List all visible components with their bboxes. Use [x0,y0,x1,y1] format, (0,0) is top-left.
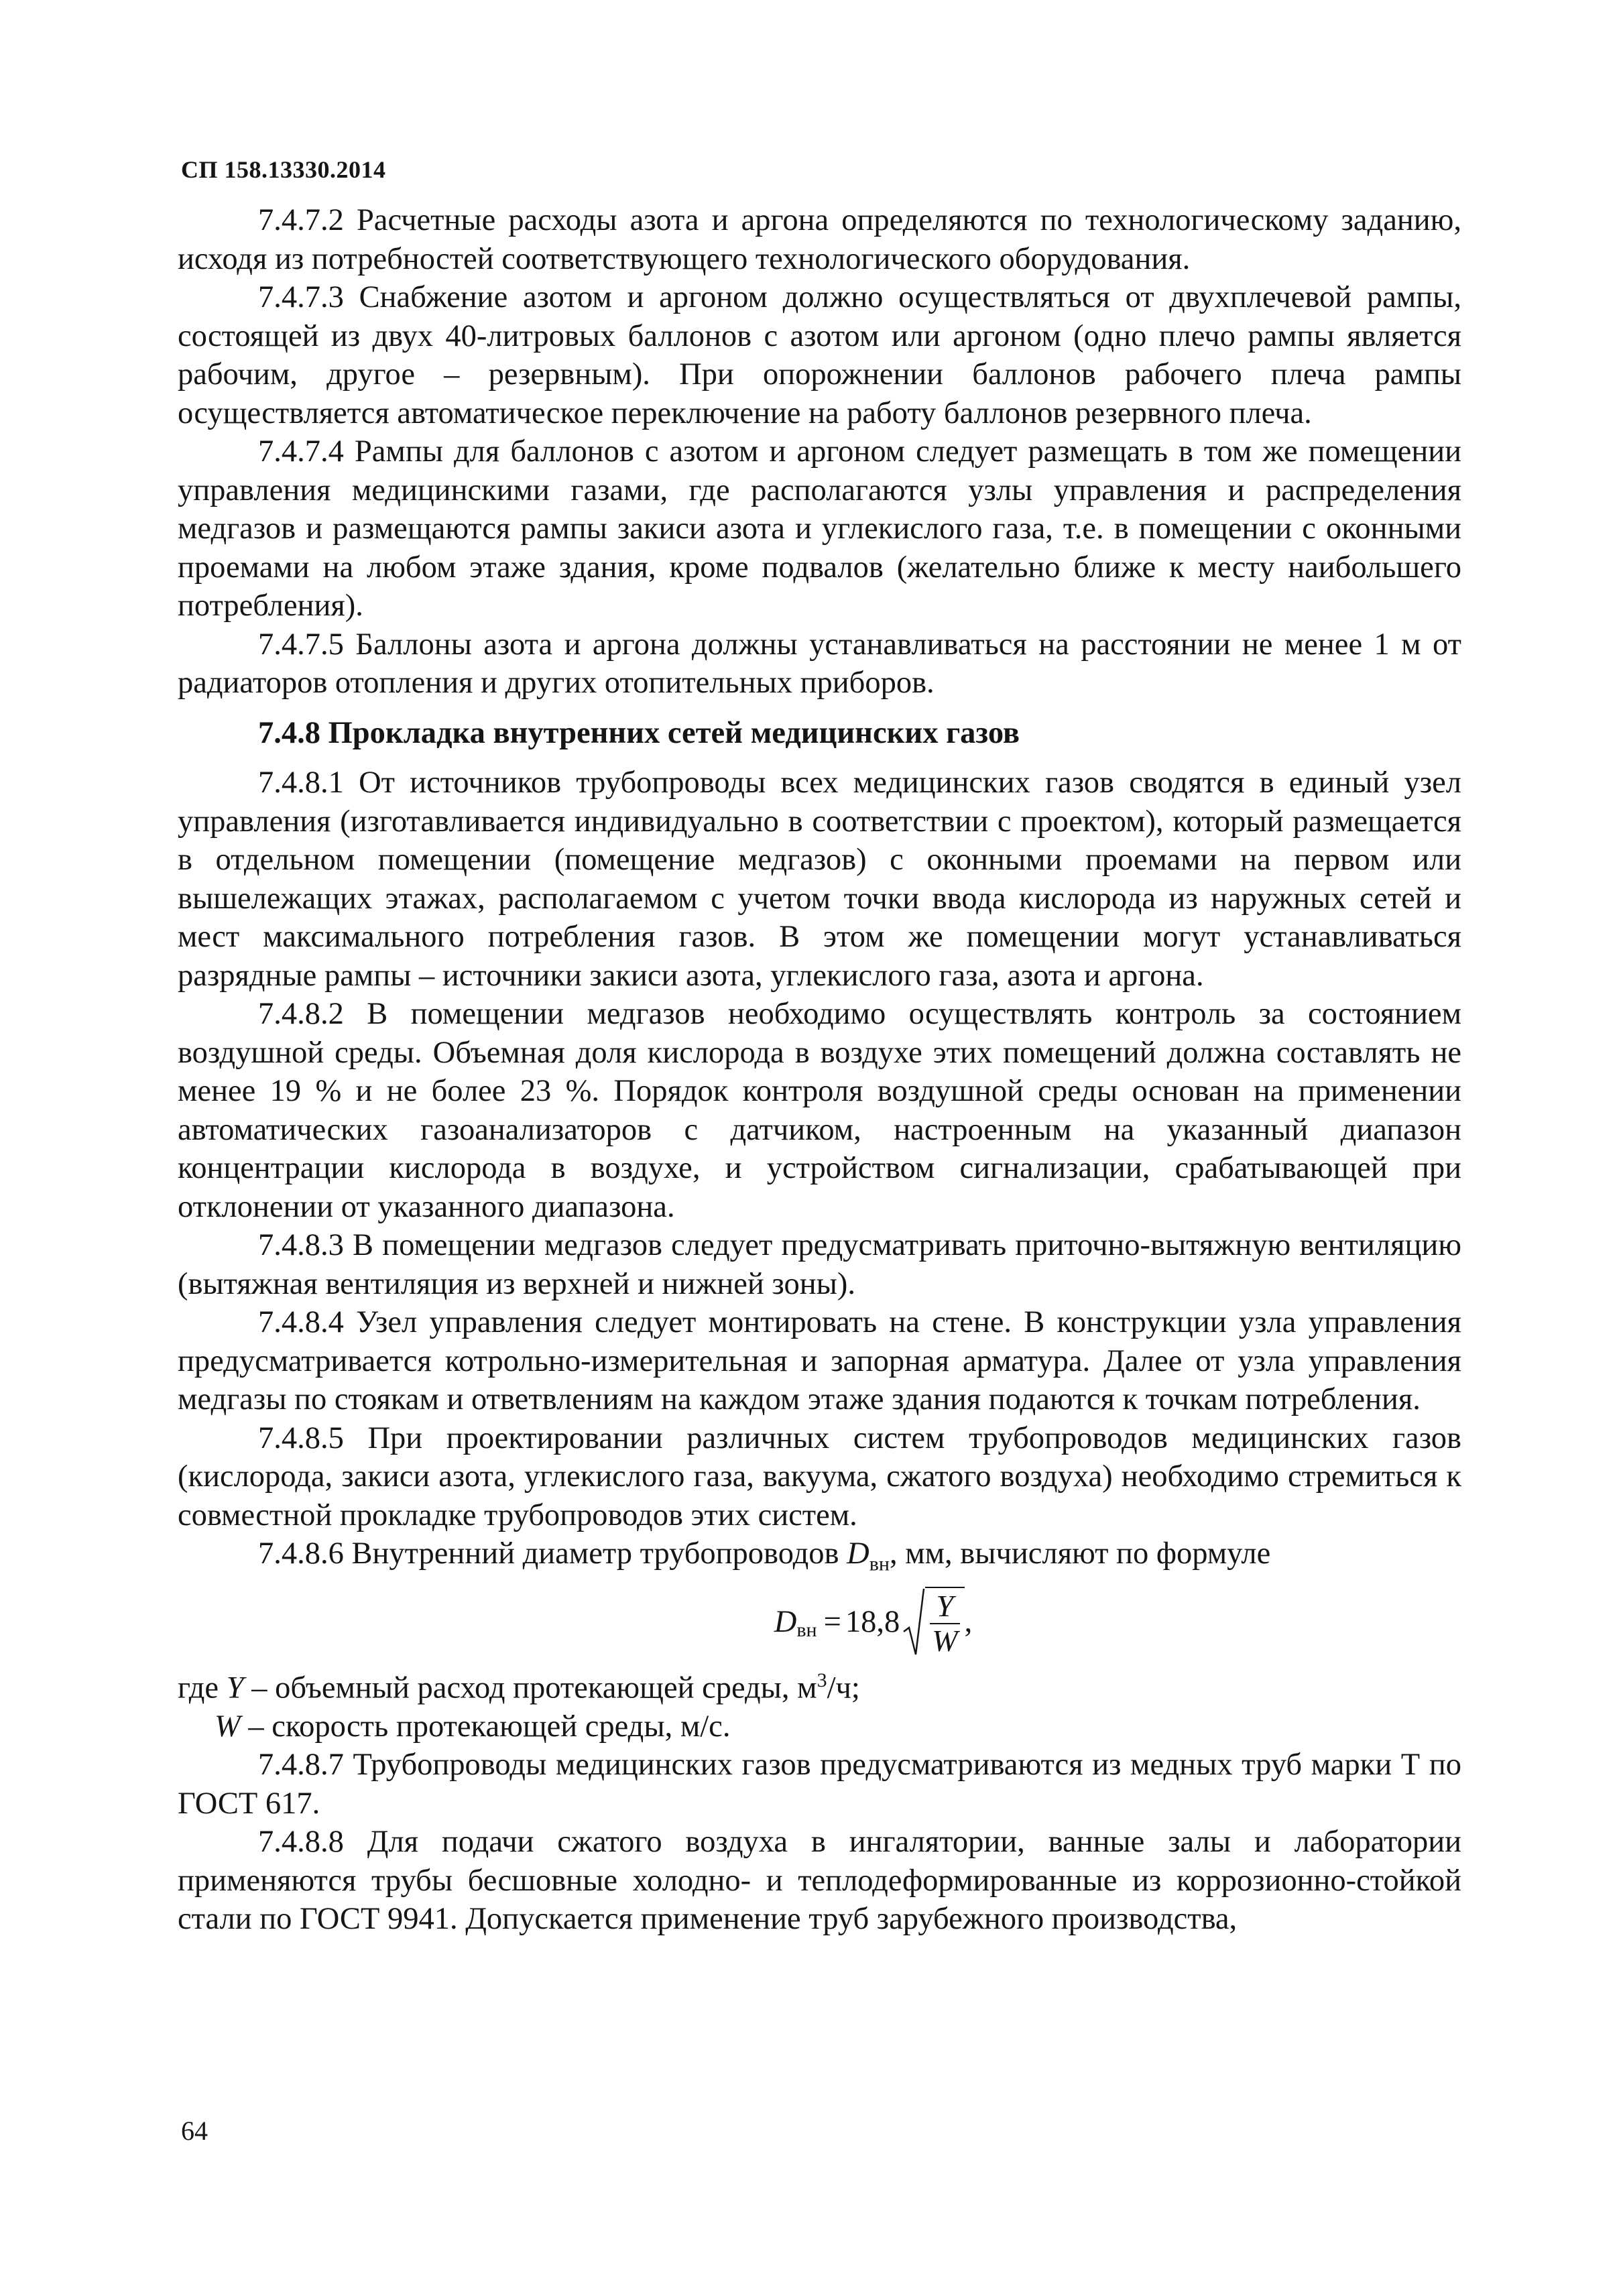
paragraph-7-4-7-5: 7.4.7.5 Баллоны азота и аргона должны устанавливаться на расстоянии не менее 1 м от радиаторов отопления и других отопительных приборов. [178,627,1461,700]
where-y-sup: 3 [817,1669,827,1691]
formula-lhs-sub: вн [796,1619,817,1642]
paragraph-7-4-8-2: 7.4.8.2 В помещении медгазов необходимо осуществлять контроль за состоянием воздушной среды. Объемная доля кислорода в воздухе этих помещений должна составлять не менее 19 % и не более 23 %. Порядок контроля воздушной среды основан на применении автоматических газоанализаторов с датчиком, настроенным на указанный диапазон концентрации кислорода в воздухе, и устройством сигнализации, срабатывающей при отклонении от указанного диапазона. [178,997,1461,1224]
paragraph-7-4-8-6 [178,1534,1461,1583]
document-body [178,201,1461,1939]
paragraph-7-4-8-3: 7.4.8.3 В помещении медгазов следует предусматривать приточно-вытяжную вентиляцию (вытяжная вентиляция из верхней и нижней зоны). [178,1228,1461,1301]
where-w-text: – скорость протекающей среды, м/с. [240,1709,731,1744]
fraction-numerator: Y [930,1589,961,1624]
where-prefix: где [178,1671,227,1705]
square-root [902,1587,964,1658]
document-code: СП 158.13330.2014 [181,156,386,183]
fraction [925,1589,964,1658]
paragraph-7-4-8-8: 7.4.8.8 Для подачи сжатого воздуха в ингалятории, ванные залы и лаборатории применяются трубы бесшовные холодно- и теплодеформированные из коррозионно-стойкой стали по ГОСТ 9941. Допускается применение труб зарубежного производства, [178,1825,1461,1937]
fraction-denominator: W [932,1623,958,1658]
formula-coefficient: 18,8 [845,1605,900,1640]
paragraph-7-4-8-1: 7.4.8.1 От источников трубопроводы всех медицинских газов сводятся в единый узел управления (изготавливается индивидуально в соответствии с проектом), который размещается в отдельном помещении (помещение медгазов) с оконными проемами на первом или вышележащих этажах, располагаемом с учетом точки ввода кислорода из наружных сетей и мест максимального потребления газов. В этом же помещении могут устанавливаться разрядные рампы – источники закиси азота, углекислого газа, азота и аргона. [178,766,1461,993]
formula-lhs-var: D [774,1605,797,1640]
formula-trailing-comma: , [964,1605,973,1640]
radical-sign-icon [902,1587,925,1657]
diameter-formula [178,1583,1461,1661]
where-w-var: W [215,1709,241,1744]
p7486-after: , мм, вычисляют по формуле [889,1536,1271,1571]
paragraph-7-4-8-5: 7.4.8.5 При проектировании различных систем трубопроводов медицинских газов (кислорода, закиси азота, углекислого газа, вакуума, сжатого воздуха) необходимо стремиться к совместной прокладке трубопроводов этих систем. [178,1421,1461,1532]
paragraph-7-4-7-4: 7.4.7.4 Рампы для баллонов с азотом и аргоном следует размещать в том же помещении управления медицинскими газами, где располагаются узлы управления и распределения медгазов и размещаются рампы закиси азота и углекислого газа, т.е. в помещении с оконными проемами на любом этаже здания, кроме подвалов (желательно ближе к месту наибольшего потребления). [178,434,1461,623]
paragraph-7-4-8-7: 7.4.8.7 Трубопроводы медицинских газов предусматриваются из медных труб марки Т по ГОСТ 617. [178,1748,1461,1821]
formula-equals: = [823,1605,841,1640]
page-number: 64 [181,2116,208,2146]
p7486-before: 7.4.8.6 Внутренний диаметр трубопроводов [258,1536,847,1571]
section-heading-7-4-8: 7.4.8 Прокладка внутренних сетей медицинских газов [258,715,1020,750]
paragraph-7-4-7-2: 7.4.7.2 Расчетные расходы азота и аргона определяются по технологическому заданию, исходя из потребностей соответствующего технологического оборудования. [178,203,1461,276]
radicand [925,1587,964,1658]
paragraph-7-4-7-3: 7.4.7.3 Снабжение азотом и аргоном должно осуществляться от двухплечевой рампы, состоящей из двух 40-литровых баллонов с азотом или аргоном (одно плечо рампы является рабочим, другое – резервным). При опорожнении баллонов рабочего плеча рампы осуществляется автоматическое переключение на работу баллонов резервного плеча. [178,280,1461,430]
where-y-unit-tail: /ч; [827,1671,860,1705]
p7486-sub: вн [869,1553,890,1575]
where-w-definition [178,1707,1461,1746]
p7486-var: D [847,1536,869,1571]
where-y-var: Y [226,1671,244,1705]
paragraph-7-4-8-4: 7.4.8.4 Узел управления следует монтировать на стене. В конструкции узла управления предусматривается котрольно-измерительная и запорная арматура. Далее от узла управления медгазы по стоякам и ответвлениям на каждом этаже здания подаются к точкам потребления. [178,1305,1461,1416]
where-y-definition [178,1661,1461,1707]
where-y-text: – объемный расход протекающей среды, м [243,1671,817,1705]
